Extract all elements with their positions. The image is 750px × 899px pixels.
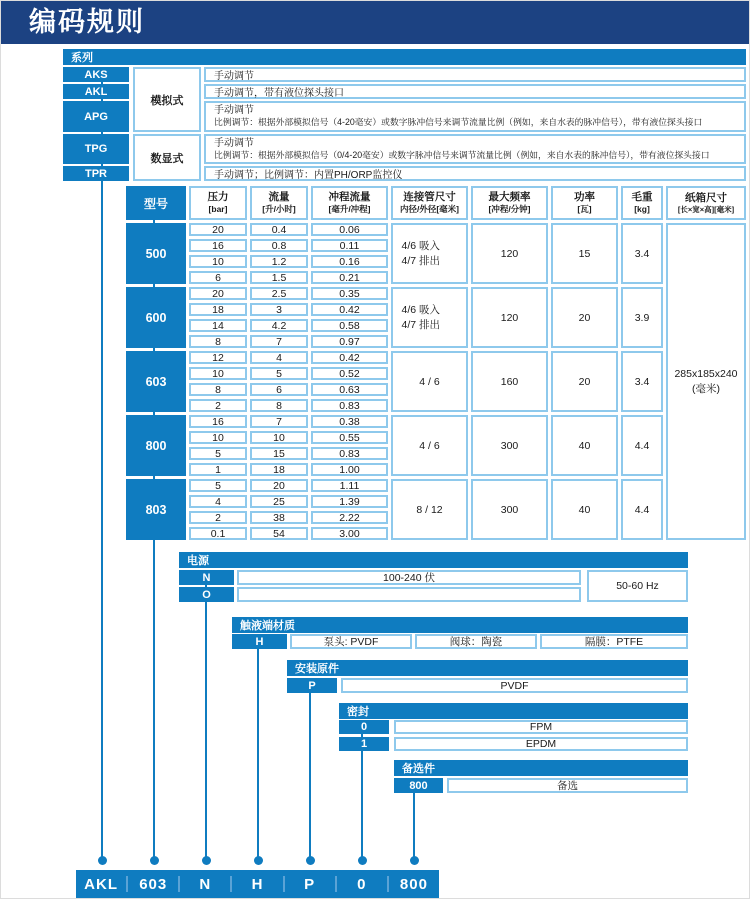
series-desc-akl <box>204 84 746 99</box>
spec-value-cell: 38 <box>250 511 308 524</box>
power-code-o: O <box>179 587 234 602</box>
spec-header-connection: 连接管尺寸 内径/外径[毫米] <box>391 186 468 220</box>
spec-value-cell: 0.55 <box>311 431 388 444</box>
spec-value-cell: 0.21 <box>311 271 388 284</box>
spec-power-cell: 20 <box>551 351 618 412</box>
optional-value-cell: 备选 <box>447 778 688 793</box>
spec-header-text: 型号 <box>143 196 168 211</box>
series-code-aks: AKS <box>63 67 129 82</box>
seal-code-0: 0 <box>339 720 389 734</box>
spec-header-carton: 纸箱尺寸 [长×宽×高][毫米] <box>666 186 746 220</box>
spec-header-model <box>126 186 186 220</box>
spec-connection-cell: 4/6 吸入 4/7 排出 <box>391 287 468 348</box>
power-voltage-cell: 100-240 伏 <box>237 570 581 585</box>
spec-frequency-cell: 300 <box>471 479 548 540</box>
spec-carton-cell: 285x185x240 (毫米) <box>666 223 746 540</box>
install-section-header: 安装原件 <box>287 660 688 676</box>
spec-value-cell: 10 <box>250 431 308 444</box>
spec-connection-cell: 8 / 12 <box>391 479 468 540</box>
wetted-valve-ball-cell: 阀球：陶瓷 <box>415 634 537 649</box>
spec-value-cell: 7 <box>250 335 308 348</box>
spec-value-cell: 1 <box>189 463 247 476</box>
code-segment: H <box>251 875 264 893</box>
series-section-header: 系列 <box>63 49 746 65</box>
series-type-analog: 模拟式 <box>133 67 201 132</box>
code-segment: AKL <box>84 875 118 893</box>
spec-weight-cell: 3.9 <box>621 287 663 348</box>
spec-value-cell: 10 <box>189 367 247 380</box>
install-code-p: P <box>287 678 337 693</box>
spec-model-cell: 600 <box>126 287 186 348</box>
series-desc-tpg <box>204 134 746 164</box>
spec-value-cell: 1.11 <box>311 479 388 492</box>
spec-value-cell: 12 <box>189 351 247 364</box>
spec-header-flow: 流量 [升/小时] <box>250 186 308 220</box>
spec-value-cell: 5 <box>189 479 247 492</box>
spec-value-cell: 6 <box>250 383 308 396</box>
spec-connection-cell: 4 / 6 <box>391 415 468 476</box>
code-segment: P <box>304 875 316 893</box>
spec-table <box>126 186 746 540</box>
spec-value-cell: 0.63 <box>311 383 388 396</box>
spec-power-cell: 40 <box>551 479 618 540</box>
connector-line-power <box>205 570 207 862</box>
seal-section-header: 密封 <box>339 703 688 719</box>
spec-value-cell: 0.4 <box>250 223 308 236</box>
series-type-digital: 数显式 <box>133 134 201 181</box>
series-desc-text: 手动调节；比例调节：内置PH/ORP监控仪 <box>214 170 403 181</box>
spec-value-cell: 0.8 <box>250 239 308 252</box>
spec-value-cell: 25 <box>250 495 308 508</box>
spec-frequency-cell: 300 <box>471 415 548 476</box>
spec-frequency-cell: 120 <box>471 287 548 348</box>
spec-value-cell: 0.97 <box>311 335 388 348</box>
spec-value-cell: 20 <box>189 287 247 300</box>
spec-value-cell: 18 <box>189 303 247 316</box>
spec-value-cell: 0.42 <box>311 303 388 316</box>
connector-dot <box>358 856 367 865</box>
spec-frequency-cell: 160 <box>471 351 548 412</box>
spec-value-cell: 2.5 <box>250 287 308 300</box>
product-code-bar <box>76 870 439 898</box>
spec-value-cell: 14 <box>189 319 247 332</box>
spec-value-cell: 1.00 <box>311 463 388 476</box>
spec-power-cell: 15 <box>551 223 618 284</box>
code-segment: N <box>199 875 212 893</box>
wetted-diaphragm-cell: 隔膜：PTFE <box>540 634 688 649</box>
spec-value-cell: 0.83 <box>311 447 388 460</box>
spec-value-cell: 8 <box>250 399 308 412</box>
optional-section-header: 备选件 <box>394 760 688 776</box>
connector-dot <box>306 856 315 865</box>
spec-value-cell: 0.58 <box>311 319 388 332</box>
spec-model-cell: 800 <box>126 415 186 476</box>
spec-value-cell: 3 <box>250 303 308 316</box>
spec-value-cell: 10 <box>189 255 247 268</box>
spec-value-cell: 1.39 <box>311 495 388 508</box>
connector-line-install <box>309 678 311 862</box>
code-segment: 0 <box>357 875 367 893</box>
spec-value-cell: 0.06 <box>311 223 388 236</box>
spec-value-cell: 1.2 <box>250 255 308 268</box>
wetted-pump-head-cell: 泵头: PVDF <box>290 634 412 649</box>
power-code-n: N <box>179 570 234 585</box>
spec-power-cell: 40 <box>551 415 618 476</box>
series-code-tpr: TPR <box>63 166 129 181</box>
connector-line-series <box>101 67 103 862</box>
connector-dot <box>98 856 107 865</box>
code-segment: 800 <box>399 875 428 893</box>
spec-value-cell: 4.2 <box>250 319 308 332</box>
spec-value-cell: 0.38 <box>311 415 388 428</box>
spec-weight-cell: 4.4 <box>621 479 663 540</box>
series-desc-text: 比例调节：根据外部模拟信号（0/4-20毫安）或数字脉冲信号来调节流量比例（例如，来自水表的脉冲信号），带有液位探头接口 <box>214 149 710 160</box>
series-code-tpg: TPG <box>63 134 129 164</box>
spec-value-cell: 16 <box>189 415 247 428</box>
spec-weight-cell: 4.4 <box>621 415 663 476</box>
series-desc-text: 手动调节 <box>214 105 254 117</box>
spec-value-cell: 16 <box>189 239 247 252</box>
spec-value-cell: 4 <box>250 351 308 364</box>
spec-value-cell: 2 <box>189 399 247 412</box>
spec-value-cell: 3.00 <box>311 527 388 540</box>
spec-value-cell: 0.35 <box>311 287 388 300</box>
spec-value-cell: 8 <box>189 335 247 348</box>
series-desc-text: 手动调节 <box>214 137 254 149</box>
optional-code-800: 800 <box>394 778 443 793</box>
spec-value-cell: 20 <box>250 479 308 492</box>
spec-value-cell: 20 <box>189 223 247 236</box>
spec-value-cell: 0.11 <box>311 239 388 252</box>
top-banner <box>1 1 750 44</box>
spec-header-frequency: 最大频率 [冲程/分钟] <box>471 186 548 220</box>
spec-value-cell: 0.52 <box>311 367 388 380</box>
spec-model-cell: 603 <box>126 351 186 412</box>
spec-value-cell: 15 <box>250 447 308 460</box>
spec-value-cell: 1.5 <box>250 271 308 284</box>
series-desc-text: 手动调节 <box>214 71 254 82</box>
spec-weight-cell: 3.4 <box>621 351 663 412</box>
power-section-header: 电源 <box>179 552 688 568</box>
spec-value-cell: 6 <box>189 271 247 284</box>
spec-weight-cell: 3.4 <box>621 223 663 284</box>
code-segment: 603 <box>139 875 168 893</box>
series-code-apg: APG <box>63 101 129 132</box>
connector-dot <box>254 856 263 865</box>
spec-value-cell: 5 <box>250 367 308 380</box>
spec-value-cell: 8 <box>189 383 247 396</box>
series-desc-tpr <box>204 166 746 181</box>
spec-header-power: 功率 [瓦] <box>551 186 618 220</box>
spec-value-cell: 10 <box>189 431 247 444</box>
wetted-section-header: 触液端材质 <box>232 617 688 633</box>
spec-value-cell: 2 <box>189 511 247 524</box>
spec-value-cell: 0.42 <box>311 351 388 364</box>
series-desc-text: 手动调节，带有液位探头接口 <box>214 88 344 99</box>
spec-value-cell: 0.83 <box>311 399 388 412</box>
spec-value-cell: 0.16 <box>311 255 388 268</box>
connector-dot <box>150 856 159 865</box>
spec-value-cell: 18 <box>250 463 308 476</box>
page-title: 编码规则 <box>29 7 145 37</box>
spec-model-cell: 500 <box>126 223 186 284</box>
wetted-code-h: H <box>232 634 287 649</box>
spec-value-cell: 4 <box>189 495 247 508</box>
install-value-cell: PVDF <box>341 678 688 693</box>
series-code-akl: AKL <box>63 84 129 99</box>
spec-header-pressure: 压力 [bar] <box>189 186 247 220</box>
connector-dot <box>410 856 419 865</box>
power-voltage-cell-empty <box>237 587 581 602</box>
spec-header-stroke: 冲程流量 [毫升/冲程] <box>311 186 388 220</box>
spec-value-cell: 7 <box>250 415 308 428</box>
spec-connection-cell: 4 / 6 <box>391 351 468 412</box>
spec-connection-cell: 4/6 吸入 4/7 排出 <box>391 223 468 284</box>
spec-model-cell: 803 <box>126 479 186 540</box>
seal-fpm-cell: FPM <box>394 720 688 734</box>
spec-value-cell: 2.22 <box>311 511 388 524</box>
seal-code-1: 1 <box>339 737 389 751</box>
spec-value-cell: 5 <box>189 447 247 460</box>
spec-header-weight: 毛重 [kg] <box>621 186 663 220</box>
power-frequency-cell: 50-60 Hz <box>587 570 688 602</box>
series-desc-aks <box>204 67 746 82</box>
spec-value-cell: 54 <box>250 527 308 540</box>
series-desc-apg <box>204 101 746 132</box>
spec-value-cell: 0.1 <box>189 527 247 540</box>
series-desc-text: 比例调节：根据外部模拟信号（4-20毫安）或数字脉冲信号来调节流量比例（例如，来自水表的脉冲信号），带有液位探头接口 <box>214 117 703 128</box>
connector-dot <box>202 856 211 865</box>
spec-power-cell: 20 <box>551 287 618 348</box>
seal-epdm-cell: EPDM <box>394 737 688 751</box>
connector-line-wetted <box>257 634 259 862</box>
spec-frequency-cell: 120 <box>471 223 548 284</box>
